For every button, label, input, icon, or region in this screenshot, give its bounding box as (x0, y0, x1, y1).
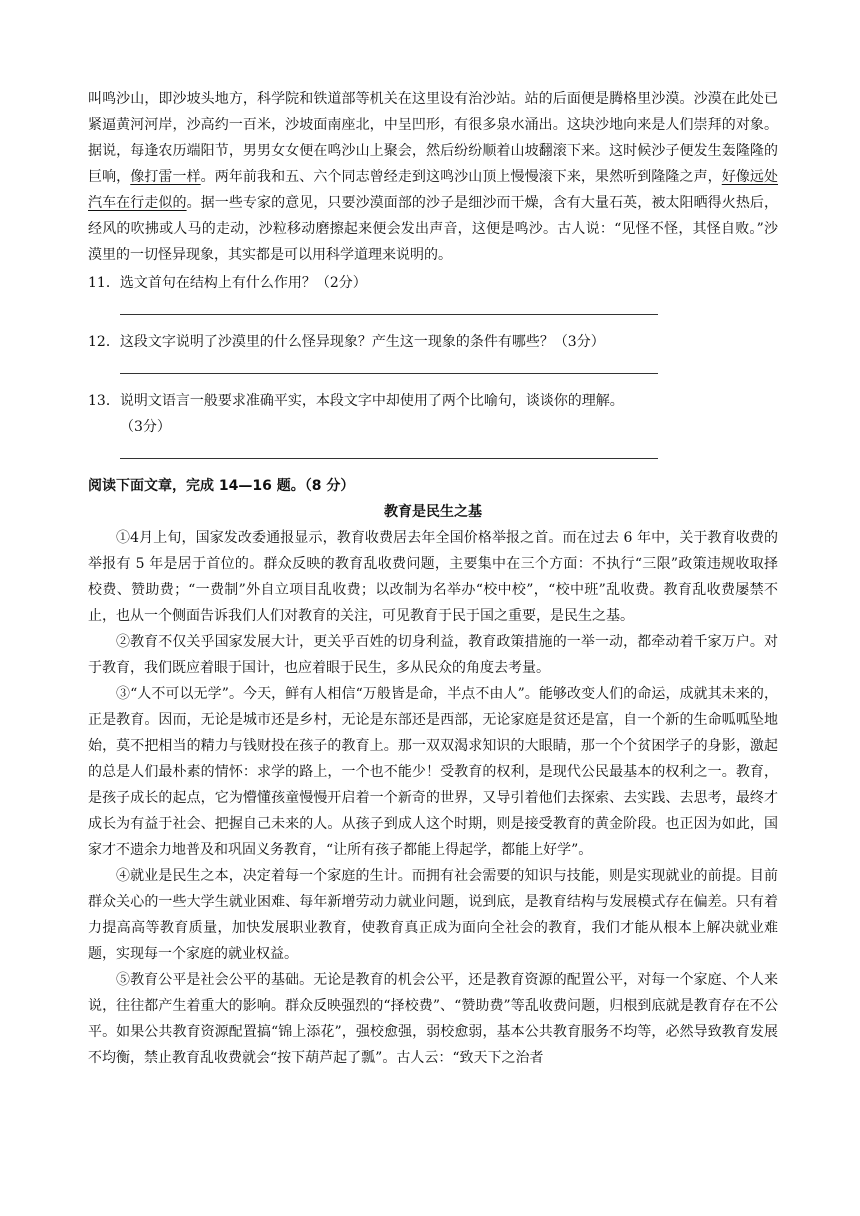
answer-line-12[interactable] (120, 355, 658, 374)
article-paragraph-1: ①4月上旬，国家发改委通报显示，教育收费居去年全国价格举报之首。而在过去 6 年中，关于教育收费的举报有 5 年是居于首位的。群众反映的教育乱收费问题，主要集中在三个方面：不执行“三限”政策违规收取择校费、赞助费；“一费制”外自立项目乱收费；以改制为名举办“校中校”，“校中班”乱收费。教育乱收费屡禁不止，也从一个侧面告诉我们人们对教育的关注，可见教育于民于国之重要，是民生之基。 (88, 530, 778, 624)
passage-paragraph (88, 86, 778, 268)
passage-text: 。据一些专家的意见，只要沙漠面部的沙子是细沙而干燥，含有大量石英，被太阳晒得火热后，经风的吹拂或人马的走动，沙粒移动磨擦起来便会发出声音，这便是鸣沙。古人说：“见怪不怪，其怪自败。”沙漠里的一切怪异现象，其实都是可以用科学道理来说明的。 (88, 195, 779, 263)
simile-underline-1: 像打雷一样 (130, 169, 201, 185)
article-paragraph-4: ④就业是民生之本，决定着每一个家庭的生计。而拥有社会需要的知识与技能，则是实现就业的前提。目前群众关心的一些大学生就业困难、每年新增劳动力就业问题，说到底，是教育结构与发展模式存在偏差。只有着力提高高等教育质量，加快发展职业教育，使教育真正成为面向全社会的教育，我们才能从根本上解决就业难题，实现每一个家庭的就业权益。 (88, 868, 778, 962)
question-13-points: （3分） (120, 419, 171, 435)
article-paragraph-3: ③“人不可以无学”。今天，鲜有人相信“万般皆是命，半点不由人”。能够改变人们的命运，成就其未来的，正是教育。因而，无论是城市还是乡村，无论是东部还是西部，无论家庭是贫还是富，自一个新的生命呱呱坠地始，莫不把相当的精力与钱财投在孩子的教育上。那一双双渴求知识的大眼睛，那一个个贫困学子的身影，激起的总是人们最朴素的情怀：求学的路上，一个也不能少！受教育的权利，是现代公民最基本的权利之一。教育，是孩子成长的起点，它为懵懂孩童慢慢开启着一个新奇的世界，又导引着他们去探索、去实践、去思考，最终才成长为有益于社会、把握自己未来的人。从孩子到成人这个时期，则是接受教育的黄金阶段。也正因为如此，国家才不遗余力地普及和巩固义务教育，“让所有孩子都能上得起学，都能上好学”。 (88, 686, 778, 858)
passage-text: 。两年前我和五、六个同志曾经走到这鸣沙山顶上慢慢滚下来，果然听到隆隆之声， (200, 169, 722, 185)
passage-text: 叫鸣沙山，即沙坡头地方，科学院和铁道部等机关在这里设有治沙站。站的后面便是腾格里沙漠。沙漠在此处已紧逼黄河河岸，沙高约一百米，沙坡面南座北，中呈凹形，有很多泉水涌出。这块沙地向来是人们崇拜的对象。据说，每逢农历端阳节，男男女女便在鸣沙山上聚会，然后纷纷顺着山坡翻滚下来。这时候沙子便发生轰隆隆的巨响， (88, 91, 778, 185)
simile-underline-2: 好像远处汽车在行走似的 (88, 169, 779, 211)
section-heading: 阅读下面文章，完成 14—16 题。（8 分） (88, 478, 355, 494)
article-paragraph-2: ②教育不仅关乎国家发展大计，更关乎百姓的切身利益，教育政策措施的一举一动，都牵动着千家万户。对于教育，我们既应着眼于国计，也应着眼于民生，多从民众的角度去考量。 (88, 634, 778, 676)
question-12: 12．这段文字说明了沙漠里的什么怪异现象？产生这一现象的条件有哪些？（3分） (88, 334, 605, 350)
document-page (88, 86, 778, 1071)
article-title: 教育是民生之基 (384, 504, 482, 520)
article-paragraph-5: ⑤教育公平是社会公平的基础。无论是教育的机会公平，还是教育资源的配置公平，对每一个家庭、个人来说，往往都产生着重大的影响。群众反映强烈的“择校费”、“赞助费”等乱收费问题，归根到底就是教育存在不公平。如果公共教育资源配置搞“锦上添花”，强校愈强，弱校愈弱，基本公共教育服务不均等，必然导致教育发展不均衡，禁止教育乱收费就会“按下葫芦起了瓢”。古人云：“致天下之治者 (88, 972, 778, 1066)
question-13: 13．说明文语言一般要求准确平实，本段文字中却使用了两个比喻句，谈谈你的理解。 (88, 393, 624, 409)
answer-line-11[interactable] (120, 296, 658, 315)
question-11: 11．选文首句在结构上有什么作用？（2分） (88, 275, 367, 291)
answer-line-13[interactable] (120, 440, 658, 459)
